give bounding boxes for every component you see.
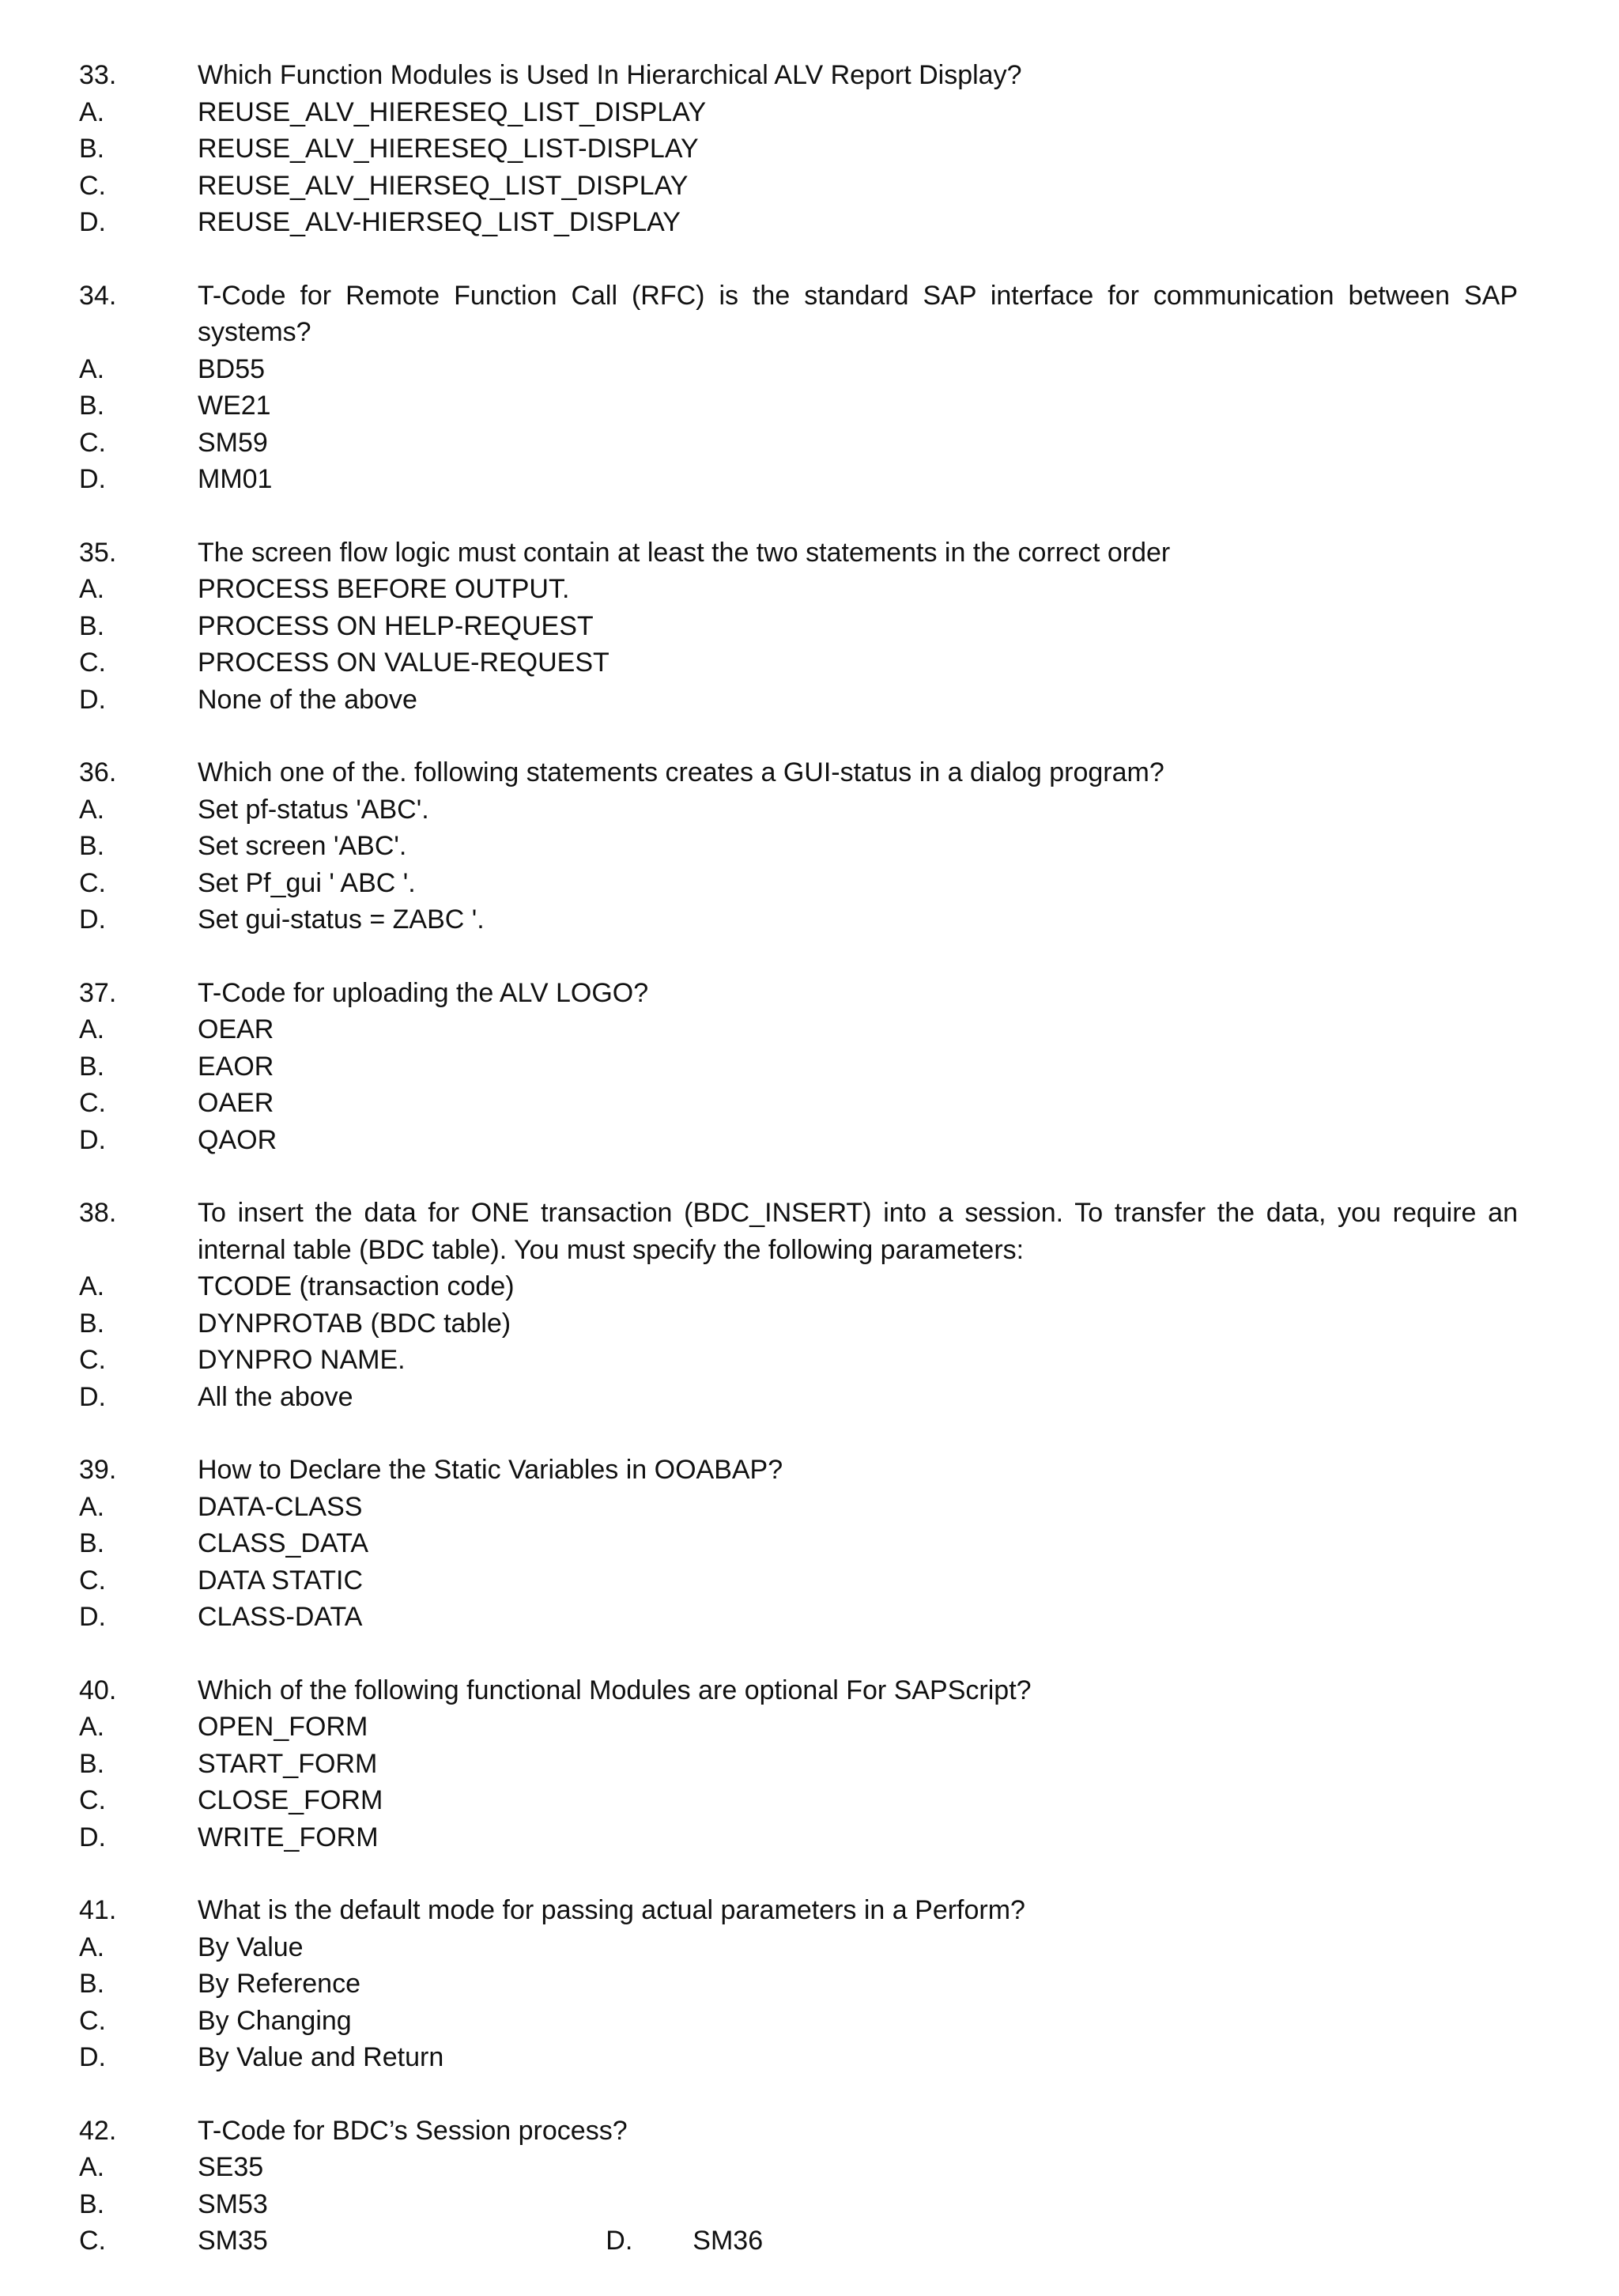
option-row [79, 791, 1518, 829]
question-number: 40. [79, 1675, 117, 1705]
option-row [79, 387, 1518, 425]
option-text: All the above [198, 1381, 353, 1412]
question-stem [79, 1672, 1518, 1709]
option-row [79, 1379, 1518, 1416]
option-text: WRITE_FORM [198, 1822, 379, 1852]
option-row [79, 1048, 1518, 1086]
question-text: T-Code for BDC’s Session process? [198, 2115, 628, 2146]
option-label: D. [79, 2042, 106, 2072]
question-text: Which one of the. following statements creates a GUI-status in a dialog program? [198, 757, 1164, 787]
option-label: C. [79, 2005, 106, 2036]
question-35 [79, 534, 1518, 719]
option-row [79, 1599, 1518, 1636]
option-text: DYNPROTAB (BDC table) [198, 1308, 511, 1339]
question-number: 38. [79, 1198, 117, 1228]
option-row [79, 865, 1518, 902]
option-row [79, 1819, 1518, 1856]
option-text: SM59 [198, 427, 268, 458]
option-row [79, 1929, 1518, 1966]
question-stem [79, 278, 1518, 351]
question-text: The screen flow logic must contain at least the two statements in the correct order [198, 537, 1171, 568]
option-text: OPEN_FORM [198, 1712, 368, 1742]
option-label: A. [79, 353, 105, 384]
option-row [79, 461, 1518, 498]
question-number: 37. [79, 977, 117, 1008]
option-label: B. [79, 1528, 105, 1558]
option-label: C. [79, 2226, 106, 2256]
option-text: REUSE_ALV_HIERESEQ_LIST-DISPLAY [198, 134, 699, 164]
question-40 [79, 1672, 1518, 1856]
option-row [79, 351, 1518, 388]
option-text: Set screen 'ABC'. [198, 831, 407, 861]
option-row [79, 425, 1518, 462]
option-text: By Changing [198, 2005, 352, 2036]
option-row [79, 1709, 1518, 1746]
option-label: D. [79, 207, 106, 237]
option-label: B. [79, 1748, 105, 1779]
question-text: T-Code for uploading the ALV LOGO? [198, 977, 649, 1008]
option-text: REUSE_ALV-HIERSEQ_LIST_DISPLAY [198, 207, 681, 237]
option-row [79, 682, 1518, 719]
question-number: 35. [79, 537, 117, 568]
option-text: SM36 [693, 2226, 764, 2256]
option-row [79, 1122, 1518, 1159]
option-label: D. [79, 904, 106, 935]
option-text: CLOSE_FORM [198, 1785, 383, 1815]
option-text: PROCESS ON HELP-REQUEST [198, 610, 594, 641]
option-row [79, 901, 1518, 938]
option-label: C. [79, 1345, 106, 1375]
option-row [79, 1966, 1518, 2003]
option-text: TCODE (transaction code) [198, 1271, 515, 1301]
option-row [79, 1268, 1518, 1305]
question-stem [79, 57, 1518, 94]
option-label: D. [79, 1822, 106, 1852]
option-text: REUSE_ALV_HIERSEQ_LIST_DISPLAY [198, 170, 689, 201]
option-label: A. [79, 1014, 105, 1044]
option-label: A. [79, 1932, 105, 1962]
question-stem [79, 534, 1518, 572]
option-row [79, 1525, 1518, 1562]
option-text: QAOR [198, 1124, 277, 1155]
option-row [79, 204, 1518, 241]
option-label: D. [79, 1381, 106, 1412]
option-label: A. [79, 794, 105, 825]
question-42 [79, 2113, 1518, 2260]
option-text: DATA-CLASS [198, 1491, 363, 1522]
option-text: PROCESS BEFORE OUTPUT. [198, 574, 570, 604]
option-text: OEAR [198, 1014, 274, 1044]
option-text: Set Pf_gui ' ABC '. [198, 867, 416, 898]
option-text: CLASS-DATA [198, 1602, 363, 1632]
question-number: 34. [79, 280, 117, 311]
option-row [79, 1782, 1518, 1819]
option-label: B. [79, 391, 105, 421]
question-stem [79, 2113, 1518, 2150]
option-text: CLASS_DATA [198, 1528, 369, 1558]
option-row [79, 644, 1518, 682]
question-number: 41. [79, 1895, 117, 1925]
option-label: C. [79, 867, 106, 898]
option-label: D. [79, 1602, 106, 1632]
question-38 [79, 1195, 1518, 1415]
option-row [79, 1489, 1518, 1526]
question-34 [79, 278, 1518, 498]
option-text: START_FORM [198, 1748, 378, 1779]
question-stem [79, 975, 1518, 1012]
option-row [79, 608, 1518, 645]
option-row [79, 1562, 1518, 1599]
option-row [79, 2003, 1518, 2040]
option-label: B. [79, 1051, 105, 1082]
option-text: By Value and Return [198, 2042, 444, 2072]
option-text: REUSE_ALV_HIERESEQ_LIST_DISPLAY [198, 96, 707, 127]
question-number: 36. [79, 757, 117, 787]
option-row [79, 828, 1518, 865]
option-row [79, 1342, 1518, 1379]
option-label: A. [79, 96, 105, 127]
question-stem [79, 754, 1518, 791]
option-row [79, 1085, 1518, 1122]
option-label: B. [79, 610, 105, 641]
option-label: A. [79, 1712, 105, 1742]
option-row [79, 1305, 1518, 1342]
inline-option-d [606, 2222, 763, 2260]
question-text: Which of the following functional Modules are optional For SAPScript? [198, 1675, 1032, 1705]
option-label: C. [79, 1785, 106, 1815]
option-text: By Reference [198, 1969, 360, 1999]
option-label: D. [606, 2226, 633, 2256]
option-label: B. [79, 134, 105, 164]
option-label: D. [79, 1124, 106, 1155]
option-row [79, 130, 1518, 168]
option-text: WE21 [198, 391, 271, 421]
option-text: SM53 [198, 2188, 268, 2219]
option-text: DYNPRO NAME. [198, 1345, 406, 1375]
option-row [79, 94, 1518, 131]
option-label: B. [79, 1969, 105, 1999]
option-label: A. [79, 574, 105, 604]
option-text: Set gui-status = ZABC '. [198, 904, 485, 935]
question-text: How to Declare the Static Variables in OOABAP? [198, 1455, 783, 1485]
question-number: 33. [79, 60, 117, 90]
option-row [79, 168, 1518, 205]
option-text [198, 2222, 1518, 2260]
option-label: D. [79, 684, 106, 715]
question-list [79, 57, 1518, 2296]
option-label: C. [79, 170, 106, 201]
question-number: 39. [79, 1455, 117, 1485]
option-label: C. [79, 648, 106, 678]
option-text: MM01 [198, 464, 273, 494]
question-text: What is the default mode for passing actual parameters in a Perform? [198, 1895, 1025, 1925]
option-row [79, 1011, 1518, 1048]
question-39 [79, 1452, 1518, 1636]
question-37 [79, 975, 1518, 1159]
question-stem [79, 1892, 1518, 1929]
option-label: A. [79, 2152, 105, 2182]
option-text: OAER [198, 1088, 274, 1118]
option-text: None of the above [198, 684, 417, 715]
option-text-value: SM35 [198, 2226, 268, 2256]
option-row [79, 571, 1518, 608]
option-text: DATA STATIC [198, 1565, 364, 1595]
question-33 [79, 57, 1518, 241]
option-text: By Value [198, 1932, 304, 1962]
question-text: T-Code for Remote Function Call (RFC) is the standard SAP interface for communication between SAP systems? [198, 280, 1518, 347]
option-text: SE35 [198, 2152, 264, 2182]
option-text: EAOR [198, 1051, 274, 1082]
option-label: A. [79, 1491, 105, 1522]
option-label: D. [79, 464, 106, 494]
option-text: BD55 [198, 353, 266, 384]
question-text: To insert the data for ONE transaction (BDC_INSERT) into a session. To transfer the data, you require an internal table (BDC table). You must specify the following parameters: [198, 1198, 1518, 1265]
question-41 [79, 1892, 1518, 2076]
option-label: A. [79, 1271, 105, 1301]
option-row [79, 2186, 1518, 2223]
option-row [79, 2222, 1518, 2260]
option-label: C. [79, 427, 106, 458]
option-label: B. [79, 2188, 105, 2219]
option-label: B. [79, 1308, 105, 1339]
option-row [79, 1746, 1518, 1783]
option-label: C. [79, 1565, 106, 1595]
option-text: PROCESS ON VALUE-REQUEST [198, 648, 609, 678]
option-row [79, 2039, 1518, 2076]
question-stem [79, 1452, 1518, 1489]
question-stem [79, 1195, 1518, 1268]
option-row [79, 2149, 1518, 2186]
option-text: Set pf-status 'ABC'. [198, 794, 429, 825]
question-36 [79, 754, 1518, 938]
question-number: 42. [79, 2115, 117, 2146]
option-label: B. [79, 831, 105, 861]
option-label: C. [79, 1088, 106, 1118]
question-text: Which Function Modules is Used In Hierarchical ALV Report Display? [198, 60, 1022, 90]
